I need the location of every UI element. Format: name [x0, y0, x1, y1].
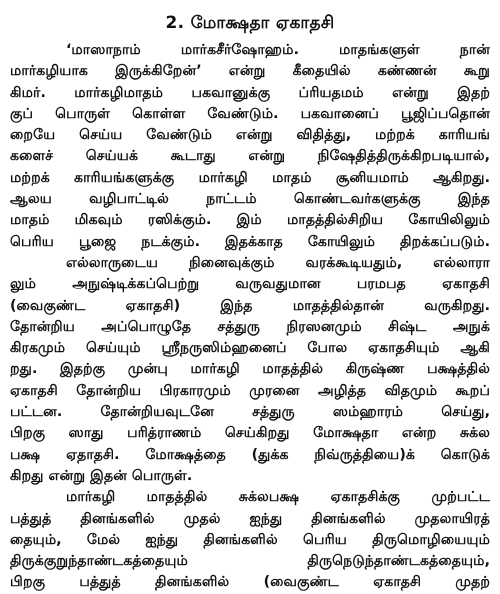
text-line: களைச் செய்யக் கூடாது என்று நிஷேதித்திருக்கிறபடியால், [10, 148, 490, 165]
text-line: பிறகு பத்துத் தினங்களில் (வைகுண்ட ஏகாதசி முதற் [10, 574, 490, 591]
text-line: பக்ஷ ஏதாதசி. மோக்ஷத்தை (துக்க நிவ்ருத்தியை)க் கொடுக் [10, 446, 490, 463]
page-title: 2. மோக்ஷதா ஏகாதசி [165, 13, 335, 33]
text-line: ஆலய வழிபாட்டில் நாட்டம் கொண்டவர்களுக்கு இந்த [10, 191, 490, 208]
paragraph-1 [10, 40, 490, 253]
text-line: றது. இதற்கு முன்பு மார்கழி மாதத்தில் கிருஷ்ண பக்ஷத்தில் [10, 361, 490, 378]
text-line: ‘மாஸாநாம் மார்கசீர்ஷோஹம். மாதங்களுள் நான் [66, 42, 490, 58]
text-line: எல்லாருடைய நினைவுக்கும் வரக்கூடியதும், எல்லாரா [66, 254, 490, 271]
text-line: கிரகமும் செய்யும் ஸ்ரீநருஸிம்ஹனைப் போல ஏகாதசியும் ஆகி [10, 340, 490, 357]
text-line: திருக்குறுந்தாண்டகத்தையும் திருநெடுந்தாண்டகத்தையும், [10, 553, 490, 570]
text-line: மார்கழி மாதத்தில் சுக்லபக்ஷ ஏகாதசிக்கு முற்பட்ட [66, 489, 490, 506]
text-line: பட்டன. தோன்றியவுடனே சத்துரு ஸம்ஹாரம் செய்து, [10, 404, 490, 421]
text-line: லும் அநுஷ்டிக்கப்பெற்று வருவதுமான பரமபத ஏகாதசி [10, 276, 490, 293]
text-line: (வைகுண்ட ஏகாதசி) இந்த மாதத்தில்தான் வருகிறது. [10, 297, 490, 314]
text-line: மாதம் மிகவும் ரஸிக்கும். இம் மாதத்தில்சிறிய கோயிலிலும் [10, 212, 490, 229]
paragraph-3 [10, 487, 490, 593]
text-line: கிமர். மார்கழிமாதம் பகவானுக்கு ப்ரியதமம் என்று இதற் [10, 84, 490, 101]
text-line: பிறகு ஸாது பரித்ராணம் செய்கிறது மோக்ஷதா என்ற சுக்ல [10, 425, 490, 442]
text-line: பத்துத் தினங்களில் முதல் ஐந்து தினங்களில் முதலாயிரத் [10, 510, 490, 527]
text-line: குப் பொருள் கொள்ள வேண்டும். பகவானைப் பூஜிப்பதொன் [10, 105, 490, 122]
paragraph-2 [10, 253, 490, 487]
text-line: தையும், மேல் ஐந்து தினங்களில் பெரிய திருமொழியையும் [10, 531, 490, 548]
text-line: ஏகாதசி தோன்றிய பிரகாரமும் முரனை அழித்த விதமும் கூறப் [10, 382, 490, 399]
text-line: கிறது என்று இதன் பொருள். [10, 467, 193, 484]
text-line: மற்றக் காரியங்களுக்கு மார்கழி மாதம் சூனியமாம் ஆகிறது. [10, 169, 490, 186]
text-line: றையே செய்ய வேண்டும் என்று விதித்து, மற்றக் காரியங் [10, 127, 490, 144]
text-line: தோன்றிய அப்பொழுதே சத்துரு நிரஸனமும் சிஷ்ட அநுக் [10, 318, 490, 335]
text-line: மார்கழியாக இருக்கிறேன்’ என்று கீதையில் கண்ணன் கூறு [10, 63, 490, 80]
text-line: பெரிய பூஜை நடக்கும். இதக்காத கோயிலும் திறக்கப்படும். [10, 233, 490, 250]
